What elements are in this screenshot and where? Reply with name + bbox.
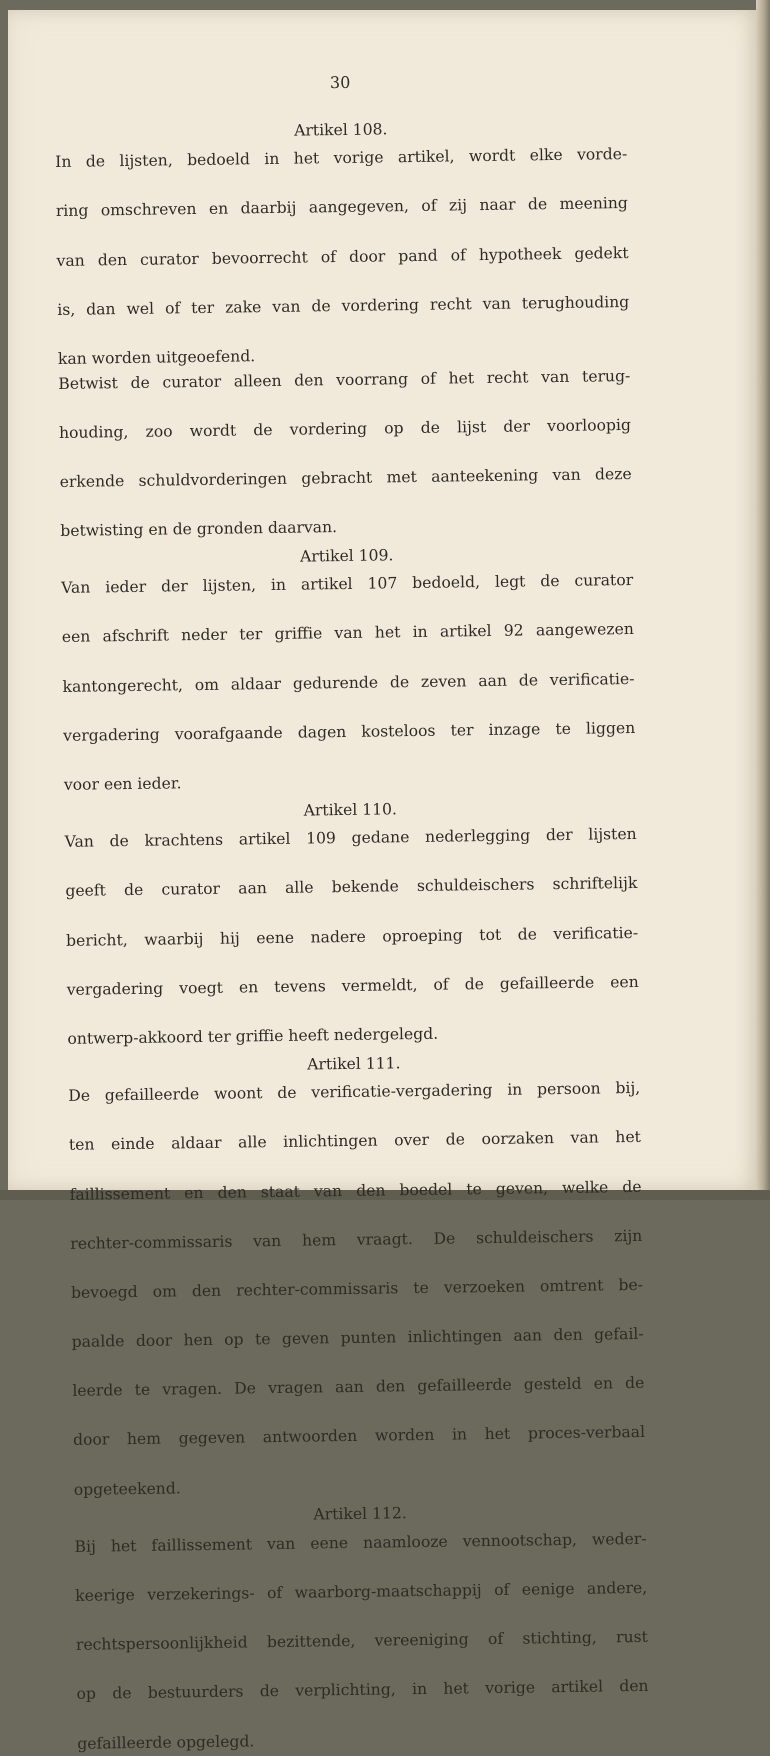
- text-line: kantongerecht, om aldaar gedurende de zeven aan de verificatie-: [62, 669, 635, 696]
- text-line: kan worden uitgeoefend.: [57, 347, 256, 368]
- text-line: In de lijsten, bedoeld in het vorige artikel, wordt elke vorde-: [55, 145, 628, 172]
- text-line: van den curator bevoorrecht of door pand of hypotheek gedekt: [56, 243, 629, 270]
- page-edge: [756, 0, 770, 1200]
- text-line: vergadering voegt en tevens vermeldt, of de gefailleerde een: [66, 972, 639, 999]
- text-line: Van de krachtens artikel 109 gedane nederlegging der lijsten: [64, 825, 637, 852]
- text-line: is, dan wel of ter zake van de vordering recht van terughouding: [57, 292, 630, 319]
- text-line: vergadering voorafgaande dagen kosteloos ter inzage te liggen: [63, 718, 636, 745]
- text-line: opgeteekend.: [73, 1479, 181, 1499]
- article-heading: Artikel 110.: [303, 799, 398, 820]
- article-paragraph: [61, 568, 636, 797]
- text-line: bericht, waarbij hij eene nadere oproeping tot de verificatie-: [65, 923, 639, 950]
- text-line: door hem gegeven antwoorden worden in het proces-verbaal: [72, 1423, 646, 1450]
- article-heading: Artikel 109.: [299, 545, 394, 566]
- text-line: De gefailleerde woont de verificatie-vergadering in persoon bij,: [68, 1079, 641, 1106]
- text-line: een afschrift neder ter griffie van het in artikel 92 aangewezen: [61, 620, 634, 647]
- text-line: keerige verzekerings- of waarborg-maatschappij of eenige andere,: [75, 1578, 648, 1605]
- article-paragraph: [55, 142, 630, 371]
- article-paragraph: [74, 1527, 649, 1756]
- text-line: betwisting en de gronden daarvan.: [60, 518, 338, 541]
- text-line: houding, zoo wordt de vordering op de lijst der voorloopig: [58, 415, 632, 442]
- article-paragraph: [58, 364, 632, 544]
- text-line: op de bestuurders de verplichting, in het vorige artikel den: [76, 1677, 649, 1704]
- text-line: rechter-commissaris van hem vraagt. De schuldeischers zijn: [70, 1226, 643, 1253]
- page-text: [54, 67, 649, 1756]
- article-heading: Artikel 111.: [307, 1053, 401, 1074]
- article-paragraph: [68, 1076, 646, 1502]
- text-line: Van ieder der lijsten, in artikel 107 bedoeld, legt de curator: [61, 571, 634, 598]
- text-line: ring omschreven en daarbij aangegeven, of zij naar de meening: [55, 194, 628, 221]
- article-heading: Artikel 108.: [294, 119, 388, 140]
- text-line: geeft de curator aan alle bekende schuldeischers schriftelijk: [65, 874, 638, 901]
- text-line: leerde te vragen. De vragen aan den gefailleerde gesteld en de: [72, 1374, 645, 1401]
- text-line: erkende schuldvorderingen gebracht met aanteekening van deze: [59, 464, 632, 491]
- article-paragraph: [65, 822, 640, 1051]
- text-line: bevoegd om den rechter-commissaris te verzoeken omtrent be-: [70, 1275, 644, 1302]
- text-line: ontwerp-akkoord ter griffie heeft nedergelegd.: [67, 1024, 439, 1048]
- text-line: ten einde aldaar alle inlichtingen over de oorzaken van het: [68, 1128, 642, 1155]
- text-line: faillissement en den staat van den boedel te geven, welke de: [69, 1177, 642, 1204]
- articles-container: [55, 114, 650, 1756]
- text-line: Bij het faillissement van eene naamlooze vennootschap, weder-: [74, 1529, 647, 1556]
- text-line: voor een ieder.: [63, 774, 182, 794]
- text-line: paalde door hen op te geven punten inlichtingen aan den gefail-: [71, 1324, 644, 1351]
- article-heading: Artikel 112.: [313, 1504, 407, 1524]
- page-number: 30: [329, 72, 351, 93]
- text-line: gefailleerde opgelegd.: [77, 1731, 255, 1753]
- text-line: Betwist de curator alleen den voorrang of het recht van terug-: [58, 366, 631, 393]
- text-line: rechtspersoonlijkheid bezittende, vereeniging of stichting, rust: [75, 1628, 648, 1655]
